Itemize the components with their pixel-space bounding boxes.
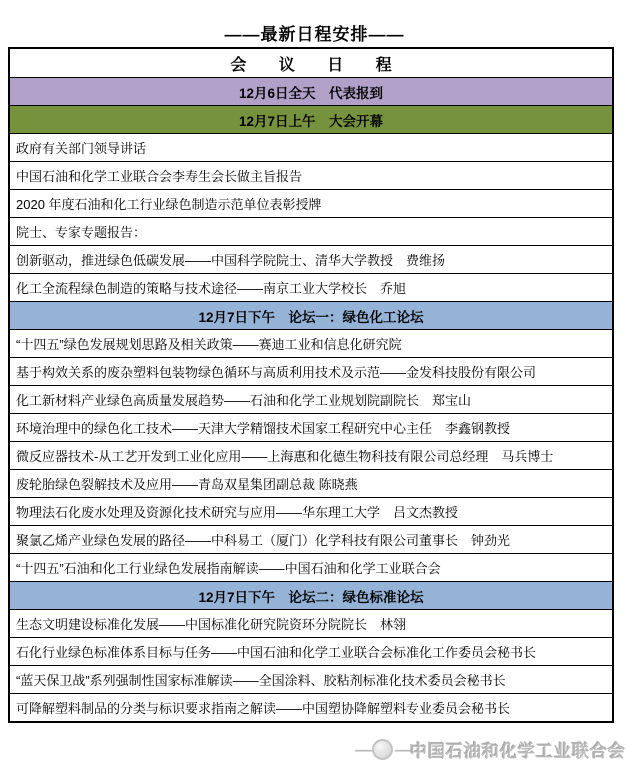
agenda-text: 院士、专家专题报告： <box>16 225 147 240</box>
date-row-text: 12月7日上午 大会开幕 <box>238 113 384 129</box>
page-title: ——最新日程安排—— <box>224 25 405 44</box>
agenda-row <box>10 553 612 581</box>
table-title-row <box>10 49 612 77</box>
schedule-table <box>8 47 614 723</box>
agenda-text: “十四五”石油和化工行业绿色发展指南解读——中国石油和化学工业联合会 <box>16 561 441 576</box>
watermark-dash: — <box>355 739 370 759</box>
agenda-text: 环境治理中的绿色化工技术——天津大学精馏技术国家工程研究中心主任 李鑫钢教授 <box>16 421 511 436</box>
cpcif-globe-logo-icon <box>372 739 393 760</box>
agenda-row <box>10 497 612 525</box>
agenda-text: 生态文明建设标准化发展——中国标准化研究院资环分院院长 林翎 <box>16 617 407 632</box>
agenda-row <box>10 469 612 497</box>
agenda-row <box>10 693 612 721</box>
agenda-text: 微反应器技术-从工艺开发到工业化应用——上海惠和化德生物科技有限公司总经理 马兵博士 <box>16 449 554 464</box>
agenda-text: “十四五”绿色发展规划思路及相关政策——赛迪工业和信息化研究院 <box>16 337 402 352</box>
agenda-text: 可降解塑料制品的分类与标识要求指南之解读——中国塑协降解塑料专业委员会秘书长 <box>16 701 511 716</box>
agenda-text: 基于构效关系的废杂塑料包装物绿色循环与高质利用技术及示范——金发科技股份有限公司 <box>16 365 537 380</box>
agenda-row <box>10 189 612 217</box>
agenda-row <box>10 609 612 637</box>
watermark-dash: — <box>395 739 410 759</box>
agenda-row <box>10 273 612 301</box>
agenda-text: 化工新材料产业绿色高质量发展趋势——石油和化学工业规划院副院长 郑宝山 <box>16 393 472 408</box>
date-row-dec7-morning <box>10 105 612 133</box>
table-title-text: 会 议 日 程 <box>230 56 406 74</box>
date-row-text: 12月6日全天 代表报到 <box>238 85 384 101</box>
forum-header-text: 12月7日下午 论坛二：绿色标准论坛 <box>198 589 424 605</box>
agenda-row <box>10 525 612 553</box>
agenda-row <box>10 161 612 189</box>
agenda-text: 废轮胎绿色裂解技术及应用——青岛双星集团副总裁 陈晓燕 <box>16 477 358 492</box>
agenda-text: 创新驱动，推进绿色低碳发展——中国科学院院士、清华大学教授 费维扬 <box>16 253 446 268</box>
agenda-text: 聚氯乙烯产业绿色发展的路径——中科易工（厦门）化学科技有限公司董事长 钟劲光 <box>16 533 511 548</box>
agenda-row <box>10 385 612 413</box>
agenda-text: 化工全流程绿色制造的策略与技术途径——南京工业大学校长 乔旭 <box>16 281 407 296</box>
agenda-text: “蓝天保卫战”系列强制性国家标准解读——全国涂料、胶粘剂标准化技术委员会秘书长 <box>16 673 506 688</box>
agenda-row <box>10 217 612 245</box>
agenda-row <box>10 329 612 357</box>
forum1-header-row <box>10 301 612 329</box>
agenda-text: 石化行业绿色标准体系目标与任务——中国石油和化学工业联合会标准化工作委员会秘书长 <box>16 645 537 660</box>
footer-watermark <box>0 737 629 762</box>
agenda-row <box>10 357 612 385</box>
agenda-text: 政府有关部门领导讲话 <box>16 141 147 156</box>
agenda-text: 中国石油和化学工业联合会李寿生会长做主旨报告 <box>16 169 303 184</box>
agenda-row <box>10 133 612 161</box>
agenda-row <box>10 413 612 441</box>
agenda-row <box>10 441 612 469</box>
watermark-text: 中国石油和化学工业联合会 <box>410 742 626 761</box>
forum2-header-row <box>10 581 612 609</box>
agenda-text: 物理法石化废水处理及资源化技术研究与应用——华东理工大学 吕文杰教授 <box>16 505 459 520</box>
agenda-row <box>10 637 612 665</box>
date-row-dec6 <box>10 77 612 105</box>
forum-header-text: 12月7日下午 论坛一：绿色化工论坛 <box>198 309 424 325</box>
agenda-text: 2020 年度石油和化工行业绿色制造示范单位表彰授牌 <box>16 197 322 212</box>
agenda-row <box>10 245 612 273</box>
agenda-row <box>10 665 612 693</box>
